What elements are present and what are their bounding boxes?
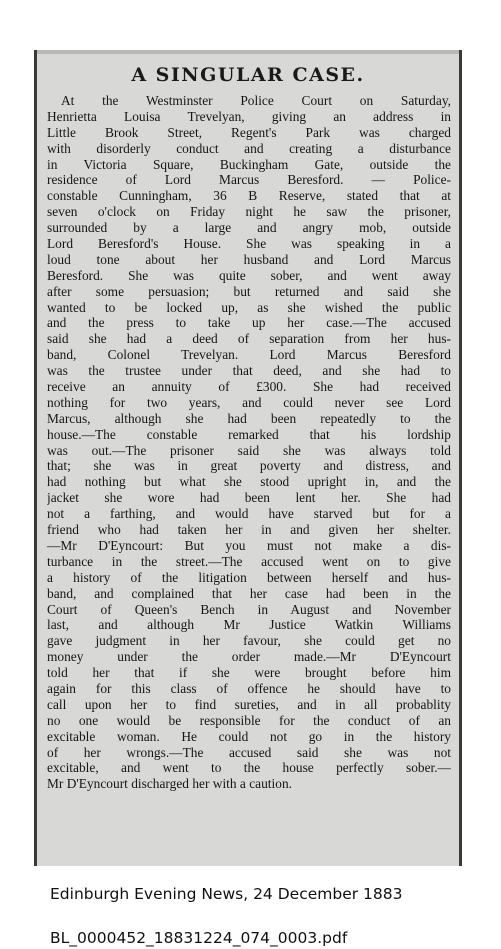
article-line: had nothing but what she stood upright in, and the [47,474,451,490]
article-line: money under the order made.—Mr D'Eyncourt [47,649,451,665]
source-caption: Edinburgh Evening News, 24 December 1883 [50,885,403,903]
article-line: excitable woman. He could not go in the history [47,728,451,744]
article-line: Little Brook Street, Regent's Park was charged [47,124,451,140]
article-line: band, and complained that her case had been in the [47,585,451,601]
article-line: constable Cunningham, 36 B Reserve, stated that at [47,188,451,204]
article-line: excitable, and went to the house perfectly sober.— [47,760,451,776]
article-line: nothing for two years, and could never see Lord [47,394,451,410]
article-line: after some persuasion; but returned and said she [47,283,451,299]
article-line: said she had a deed of separation from her hus- [47,331,451,347]
article-line: Henrietta Louisa Trevelyan, giving an address in [47,108,451,124]
newspaper-clipping [34,50,462,866]
article-line: —Mr D'Eyncourt: But you must not make a dis- [47,537,451,553]
article-line: of her wrongs.—The accused said she was not [47,744,451,760]
article-line: surrounded by a large and angry mob, outside [47,220,451,236]
file-id-caption: BL_0000452_18831224_074_0003.pdf [50,929,348,947]
article-line: At the Westminster Police Court on Saturday, [61,93,451,108]
article-line: Court of Queen's Bench in August and November [47,601,451,617]
article-line: with disorderly conduct and creating a disturbance [47,140,451,156]
article-line: Mr D'Eyncourt discharged her with a caution. [47,776,292,792]
article-line: Beresford. She was quite sober, and went away [47,267,451,283]
article-line: told her that if she were brought before him [47,665,451,681]
article-line: turbance in the street.—The accused went on to give [47,553,451,569]
article-line: that; she was in great poverty and distress, and [47,458,451,474]
article-line: no one would be responsible for the conduct of an [47,712,451,728]
article-line: Marcus, although she had been repeatedly to the [47,410,451,426]
article-line: residence of Lord Marcus Beresford. — Police- [47,172,451,188]
article-line: seven o'clock on Friday night he saw the prisoner, [47,204,451,220]
article-line: house.—The constable remarked that his lordship [47,426,451,442]
article-line: Lord Beresford's House. She was speaking in a [47,236,451,252]
article-line: loud tone about her husband and Lord Marcus [47,251,451,267]
article-line: last, and although Mr Justice Watkin Williams [47,617,451,633]
clipping-top-edge [37,50,459,54]
article-line: wanted to be locked up, as she wished the public [47,299,451,315]
article-line: not a farthing, and would have starved but for a [47,506,451,522]
article-line: receive an annuity of £300. She had received [47,379,451,395]
article-headline: A SINGULAR CASE. [131,64,365,86]
article-line: friend who had taken her in and given her shelter. [47,522,451,538]
article-line: was the trustee under that deed, and she had to [47,363,451,379]
article-line: band, Colonel Trevelyan. Lord Marcus Beresford [47,347,451,363]
article-body [47,93,451,792]
article-line: gave judgment in her favour, she could get no [47,633,451,649]
article-line: jacket she wore had been lent her. She had [47,490,451,506]
article-line: and the press to take up her case.—The accused [47,315,451,331]
article-line: again for this class of offence he should have to [47,680,451,696]
article-line: in Victoria Square, Buckingham Gate, outside the [47,156,451,172]
article-line: a history of the litigation between herself and hus- [47,569,451,585]
article-line: call upon her to find sureties, and in all probablity [47,696,451,712]
article-line: was out.—The prisoner said she was always told [47,442,451,458]
